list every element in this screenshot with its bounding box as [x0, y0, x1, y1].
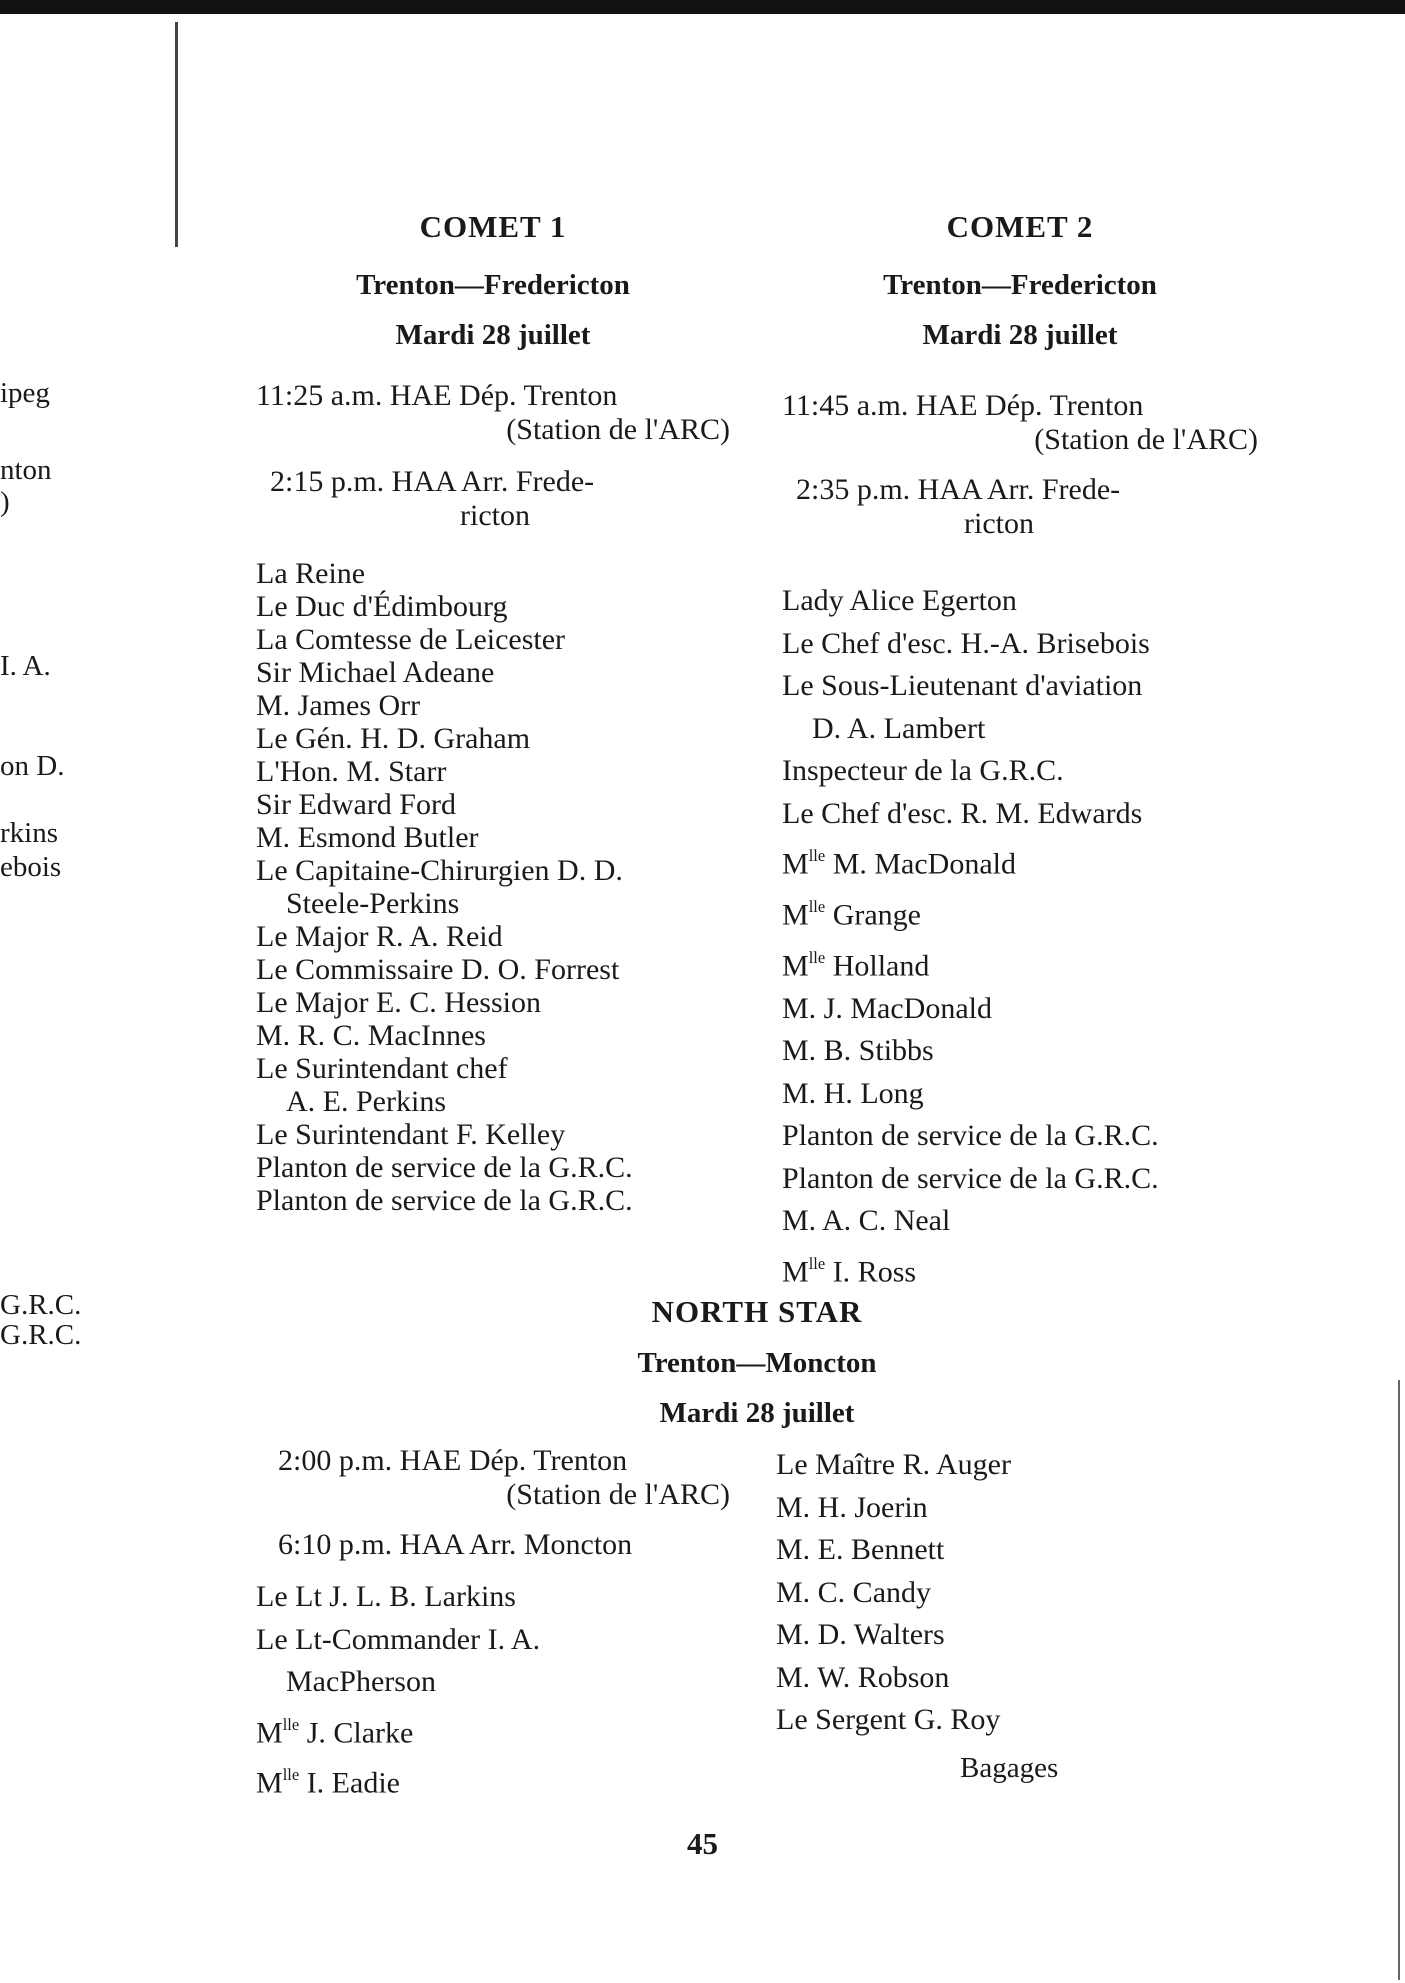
comet1-route: Trenton—Fredericton — [356, 269, 630, 301]
fragment-text: I. A. — [0, 650, 51, 682]
passenger-item — [782, 890, 1159, 932]
passenger-item: M. James Orr — [256, 689, 421, 722]
fragment-text: G.R.C. — [0, 1289, 82, 1321]
arrival-continuation: ricton — [964, 507, 1034, 540]
comet2-route: Trenton—Fredericton — [883, 269, 1157, 301]
departure-location: (Station de l'ARC) — [506, 413, 730, 446]
passenger-item: A. E. Perkins — [286, 1085, 446, 1118]
passenger-item: M. Esmond Butler — [256, 821, 479, 854]
passenger-item: Le Surintendant F. Kelley — [256, 1118, 566, 1151]
passenger-name: J. Clarke — [299, 1715, 414, 1749]
title-prefix: M — [782, 847, 809, 881]
passenger-item — [782, 941, 1159, 983]
title-superscript: lle — [282, 1714, 300, 1734]
departure-location: (Station de l'ARC) — [1034, 423, 1258, 456]
passenger-item: Le Sous-Lieutenant d'aviation — [782, 669, 1143, 702]
passenger-item: Planton de service de la G.R.C. — [256, 1184, 633, 1217]
fragment-text: rkins — [0, 817, 58, 849]
passenger-name: Grange — [825, 898, 921, 932]
passenger-item: M. H. Joerin — [776, 1490, 928, 1524]
passenger-item: M. R. C. MacInnes — [256, 1019, 486, 1052]
passenger-item — [782, 1247, 1159, 1289]
fragment-text: on D. — [0, 750, 65, 782]
passenger-item — [256, 1708, 540, 1750]
northstar-title: NORTH STAR — [651, 1294, 863, 1329]
comet1-date: Mardi 28 juillet — [395, 319, 591, 351]
passenger-name: Holland — [825, 949, 930, 983]
arrival-line: 6:10 p.m. HAA Arr. Moncton — [278, 1528, 633, 1561]
title-prefix: M — [782, 949, 809, 983]
northstar-passenger-list-left — [256, 1580, 540, 1809]
passenger-item: Sir Edward Ford — [256, 788, 456, 821]
passenger-item: La Reine — [256, 557, 366, 590]
title-prefix: M — [256, 1715, 283, 1749]
passenger-item: Planton de service de la G.R.C. — [782, 1161, 1159, 1195]
passenger-item: M. B. Stibbs — [782, 1034, 934, 1068]
passenger-item: Le Major E. C. Hession — [256, 986, 541, 1019]
passenger-item: M. H. Long — [782, 1076, 924, 1110]
passenger-item: M. J. MacDonald — [782, 991, 992, 1025]
fragment-text: G.R.C. — [0, 1319, 82, 1351]
passenger-item: Planton de service de la G.R.C. — [782, 1119, 1159, 1153]
passenger-item: Le Commissaire D. O. Forrest — [256, 953, 620, 986]
arrival-continuation: ricton — [460, 499, 530, 532]
page-top-edge — [0, 0, 1405, 14]
departure-line: 11:25 a.m. HAE Dép. Trenton — [256, 379, 618, 412]
northstar-passenger-list-right — [776, 1448, 1011, 1746]
comet1-passenger-list — [256, 557, 633, 1217]
passenger-name: M. MacDonald — [825, 847, 1016, 881]
baggage-label: Bagages — [960, 1752, 1059, 1784]
page-right-edge-line — [1398, 1380, 1400, 1980]
passenger-item: Le Chef d'esc. R. M. Edwards — [782, 796, 1143, 830]
title-superscript: lle — [808, 896, 826, 916]
fragment-text: ipeg — [0, 377, 50, 409]
passenger-name: I. Ross — [825, 1255, 917, 1288]
departure-line: 2:00 p.m. HAE Dép. Trenton — [278, 1444, 628, 1477]
passenger-item: L'Hon. M. Starr — [256, 755, 447, 788]
comet2-passenger-list — [782, 584, 1159, 1298]
passenger-item: Le Capitaine-Chirurgien D. D. — [256, 854, 623, 887]
passenger-item: Steele-Perkins — [286, 887, 460, 920]
comet2-title: COMET 2 — [946, 209, 1094, 244]
northstar-date: Mardi 28 juillet — [659, 1397, 855, 1429]
comet2-date: Mardi 28 juillet — [922, 319, 1118, 351]
passenger-item: Le Gén. H. D. Graham — [256, 722, 531, 755]
comet1-arrival — [270, 465, 730, 533]
passenger-item: M. C. Candy — [776, 1575, 932, 1609]
northstar-route: Trenton—Moncton — [637, 1347, 877, 1379]
comet2-arrival — [796, 473, 1258, 541]
passenger-item: Inspecteur de la G.R.C. — [782, 754, 1064, 787]
passenger-item: M. A. C. Neal — [782, 1204, 951, 1238]
title-superscript: lle — [808, 846, 826, 865]
passenger-item: Lady Alice Egerton — [782, 584, 1017, 617]
title-prefix: M — [256, 1766, 283, 1800]
passenger-item: D. A. Lambert — [812, 711, 986, 745]
title-superscript: lle — [282, 1765, 300, 1785]
passenger-item: M. D. Walters — [776, 1618, 945, 1651]
passenger-item: Le Duc d'Édimbourg — [256, 590, 508, 623]
passenger-item: Sir Michael Adeane — [256, 656, 495, 689]
passenger-item: Le Major R. A. Reid — [256, 920, 503, 953]
fragment-text: ebois — [0, 851, 62, 883]
northstar-arrival — [278, 1528, 730, 1562]
passenger-item: M. E. Bennett — [776, 1533, 945, 1566]
comet1-departure — [256, 379, 730, 447]
passenger-item: MacPherson — [286, 1665, 436, 1698]
passenger-item: Le Surintendant chef — [256, 1052, 508, 1085]
fragment-text: ) — [0, 486, 10, 518]
arrival-line: 2:15 p.m. HAA Arr. Frede- — [270, 465, 595, 498]
passenger-item: Le Maître R. Auger — [776, 1448, 1011, 1481]
title-superscript: lle — [808, 1253, 826, 1273]
passenger-item: M. W. Robson — [776, 1660, 950, 1694]
passenger-item: Le Chef d'esc. H.-A. Brisebois — [782, 626, 1150, 660]
passenger-item: Le Lt-Commander I. A. — [256, 1622, 541, 1656]
title-prefix: M — [782, 898, 809, 932]
comet1-title: COMET 1 — [419, 209, 567, 244]
passenger-item: Le Sergent G. Roy — [776, 1703, 1001, 1736]
arrival-line: 2:35 p.m. HAA Arr. Frede- — [796, 473, 1121, 506]
title-superscript: lle — [808, 947, 826, 967]
departure-line: 11:45 a.m. HAE Dép. Trenton — [782, 389, 1144, 422]
passenger-name: I. Eadie — [299, 1766, 400, 1800]
passenger-item — [256, 1758, 540, 1800]
fragment-text: nton — [0, 454, 52, 486]
comet2-departure — [782, 389, 1258, 457]
page-binding-line — [175, 22, 178, 247]
passenger-item: Planton de service de la G.R.C. — [256, 1151, 633, 1184]
page-number: 45 — [687, 1826, 718, 1861]
passenger-item: Le Lt J. L. B. Larkins — [256, 1580, 516, 1613]
departure-location: (Station de l'ARC) — [506, 1478, 730, 1511]
passenger-item: La Comtesse de Leicester — [256, 623, 566, 656]
northstar-departure — [278, 1444, 730, 1512]
passenger-item — [782, 839, 1159, 881]
title-prefix: M — [782, 1255, 809, 1288]
